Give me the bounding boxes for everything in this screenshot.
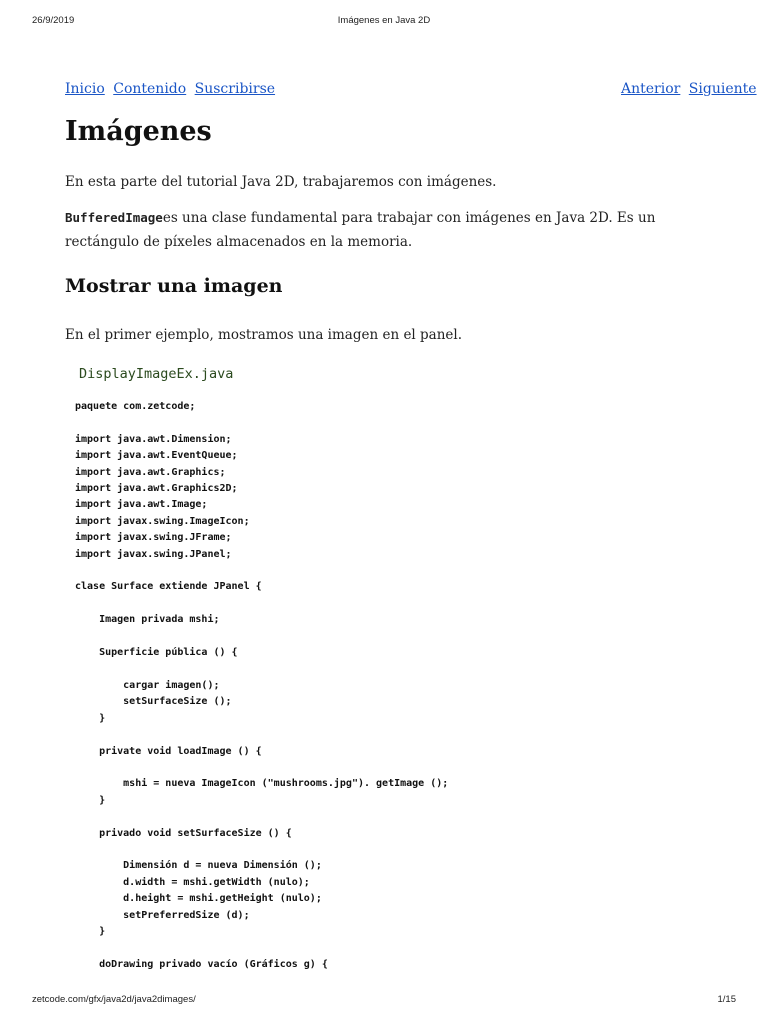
nav-link-siguiente[interactable]: Siguiente	[688, 81, 757, 97]
buffered-image-paragraph	[65, 206, 715, 254]
code-block: paquete com.zetcode; import java.awt.Dimension; import java.awt.EventQueue; import java.awt.Graphics; import java.awt.Graphics2D; import java.awt.Image; import javax.swing.ImageIcon; import javax.swing.JFrame; import javax.swing.JPanel; clase Surface extiende JPanel { Imagen privada mshi; Superficie pública () { cargar imagen(); setSurfaceSize (); } private void loadImage () { mshi = nueva ImageIcon ("mushrooms.jpg"). getImage (); } privado void setSurfaceSize () { Dimensión d = nueva Dimensión (); d.width = mshi.getWidth (nulo); d.height = mshi.getHeight (nulo); setPreferredSize (d); } doDrawing privado vacío (Gráficos g) {	[75, 401, 449, 970]
code-filename: DisplayImageEx.java	[79, 366, 234, 382]
nav-link-anterior[interactable]: Anterior	[621, 81, 681, 97]
page-number: 1/15	[717, 994, 736, 1005]
nav-bar	[65, 81, 757, 101]
print-date: 26/9/2019	[32, 15, 75, 26]
nav-right	[621, 81, 757, 97]
print-title: Imágenes en Java 2D	[337, 15, 431, 26]
nav-link-suscribirse[interactable]: Suscribirse	[194, 81, 276, 97]
nav-link-inicio[interactable]: Inicio	[65, 81, 105, 97]
buffered-image-term: BufferedImage	[65, 210, 163, 225]
nav-left	[65, 81, 275, 97]
intro-paragraph: En esta parte del tutorial Java 2D, trabajaremos con imágenes.	[65, 174, 497, 190]
buffered-image-text: es una clase fundamental para trabajar con imágenes en Java 2D. Es un rectángulo de píxeles almacenados en la memoria.	[65, 210, 656, 250]
section-title: Mostrar una imagen	[65, 275, 283, 297]
section-intro: En el primer ejemplo, mostramos una imagen en el panel.	[65, 327, 463, 343]
print-url: zetcode.com/gfx/java2d/java2dimages/	[32, 994, 196, 1005]
nav-link-contenido[interactable]: Contenido	[113, 81, 187, 97]
page-title: Imágenes	[65, 116, 212, 147]
